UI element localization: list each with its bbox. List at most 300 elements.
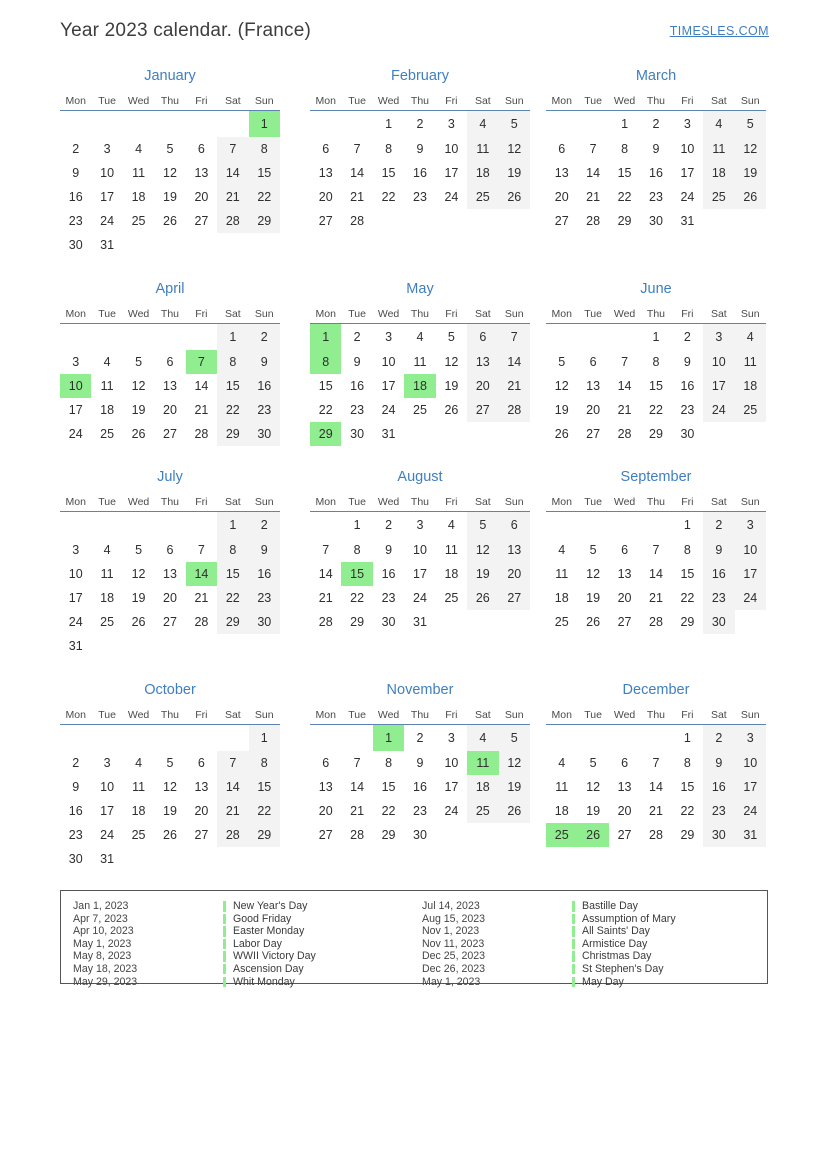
day-cell[interactable]: 4 xyxy=(135,142,143,156)
day-cell[interactable]: 3 xyxy=(735,512,766,539)
day-cell[interactable]: 9 xyxy=(703,538,734,562)
day-cell[interactable]: 8 xyxy=(385,756,393,770)
day-cell[interactable]: 1 xyxy=(217,324,248,351)
day-cell[interactable]: 14 xyxy=(350,166,365,180)
day-cell[interactable]: 17 xyxy=(381,379,396,393)
day-cell[interactable]: 3 xyxy=(703,324,734,351)
day-cell[interactable]: 30 xyxy=(249,422,280,446)
day-cell[interactable]: 4 xyxy=(558,543,566,557)
day-cell[interactable]: 19 xyxy=(735,161,766,185)
day-cell[interactable]: 20 xyxy=(194,804,209,818)
day-cell[interactable]: 22 xyxy=(381,190,396,204)
day-cell[interactable]: 11 xyxy=(132,780,146,794)
day-cell[interactable]: 22 xyxy=(217,398,248,422)
day-cell[interactable]: 11 xyxy=(413,355,427,369)
day-cell[interactable]: 25 xyxy=(100,615,115,629)
day-cell[interactable]: 5 xyxy=(499,725,530,752)
day-cell[interactable]: 17 xyxy=(413,567,427,581)
day-cell[interactable]: 4 xyxy=(103,355,111,369)
day-cell[interactable]: 13 xyxy=(554,166,569,180)
day-cell[interactable]: 28 xyxy=(350,828,365,842)
day-cell[interactable]: 19 xyxy=(444,379,459,393)
day-cell[interactable]: 5 xyxy=(735,111,766,138)
day-cell[interactable]: 30 xyxy=(68,238,83,252)
day-cell[interactable]: 7 xyxy=(217,751,248,775)
day-cell[interactable]: 29 xyxy=(249,209,280,233)
day-cell[interactable]: 29 xyxy=(649,427,663,441)
day-cell[interactable]: 7 xyxy=(652,543,660,557)
day-cell[interactable]: 2 xyxy=(683,330,691,344)
day-cell[interactable]: 15 xyxy=(249,161,280,185)
day-cell[interactable]: 1 xyxy=(652,330,660,344)
day-cell[interactable]: 25 xyxy=(467,185,498,209)
day-cell[interactable]: 9 xyxy=(416,756,424,770)
day-cell[interactable]: 13 xyxy=(586,379,601,393)
day-cell[interactable]: 22 xyxy=(350,591,365,605)
day-cell[interactable]: 16 xyxy=(249,374,280,398)
day-cell[interactable]: 18 xyxy=(100,403,115,417)
day-cell[interactable]: 22 xyxy=(381,804,396,818)
day-cell[interactable]: 13 xyxy=(499,538,530,562)
day-cell[interactable]: 5 xyxy=(589,756,597,770)
day-cell[interactable]: 21 xyxy=(350,190,365,204)
day-cell[interactable]: 9 xyxy=(385,543,393,557)
day-cell[interactable]: 6 xyxy=(621,543,629,557)
day-cell[interactable]: 10 xyxy=(68,567,83,581)
day-cell[interactable]: 26 xyxy=(131,427,146,441)
day-cell[interactable]: 30 xyxy=(68,852,83,866)
day-cell[interactable]: 11 xyxy=(100,567,114,581)
day-cell[interactable]: 6 xyxy=(197,756,205,770)
day-cell[interactable]: 20 xyxy=(318,804,333,818)
day-cell[interactable]: 3 xyxy=(103,756,111,770)
day-cell[interactable]: 12 xyxy=(735,137,766,161)
day-cell[interactable]: 23 xyxy=(249,398,280,422)
day-cell[interactable]: 18 xyxy=(554,804,569,818)
day-cell[interactable]: 25 xyxy=(444,591,459,605)
day-cell[interactable]: 29 xyxy=(350,615,365,629)
day-cell[interactable]: 21 xyxy=(586,190,601,204)
day-cell[interactable]: 17 xyxy=(444,780,459,794)
day-cell[interactable]: 21 xyxy=(217,185,248,209)
day-cell[interactable]: 6 xyxy=(621,756,629,770)
day-cell[interactable]: 20 xyxy=(318,190,333,204)
day-cell[interactable]: 14 xyxy=(217,775,248,799)
day-cell[interactable]: 17 xyxy=(100,190,115,204)
day-cell[interactable]: 27 xyxy=(586,427,601,441)
day-cell[interactable]: 17 xyxy=(735,562,766,586)
day-cell[interactable]: 9 xyxy=(416,142,424,156)
day-cell[interactable]: 11 xyxy=(100,379,114,393)
day-cell[interactable]: 15 xyxy=(649,379,663,393)
day-cell[interactable]: 18 xyxy=(444,567,459,581)
day-cell[interactable]: 15 xyxy=(381,166,396,180)
day-cell[interactable]: 17 xyxy=(703,374,734,398)
day-cell[interactable]: 23 xyxy=(703,586,734,610)
day-cell[interactable]: 14 xyxy=(217,161,248,185)
day-cell[interactable]: 1 xyxy=(621,117,629,131)
day-cell[interactable]: 16 xyxy=(680,379,695,393)
day-cell[interactable]: 20 xyxy=(617,804,632,818)
day-cell[interactable]: 4 xyxy=(558,756,566,770)
day-cell[interactable]: 8 xyxy=(353,543,361,557)
day-cell[interactable]: 14 xyxy=(649,567,663,581)
day-cell[interactable]: 29 xyxy=(680,615,695,629)
day-cell[interactable]: 26 xyxy=(163,828,177,842)
day-cell-holiday[interactable]: 10 xyxy=(60,374,91,398)
day-cell[interactable]: 18 xyxy=(735,374,766,398)
day-cell[interactable]: 8 xyxy=(652,355,660,369)
day-cell[interactable]: 28 xyxy=(617,427,632,441)
day-cell[interactable]: 28 xyxy=(350,214,365,228)
day-cell[interactable]: 16 xyxy=(413,780,427,794)
day-cell[interactable]: 12 xyxy=(163,166,177,180)
day-cell[interactable]: 24 xyxy=(413,591,427,605)
day-cell[interactable]: 26 xyxy=(131,615,146,629)
day-cell[interactable]: 18 xyxy=(467,161,498,185)
day-cell[interactable]: 14 xyxy=(318,567,333,581)
day-cell[interactable]: 31 xyxy=(680,214,695,228)
day-cell[interactable]: 7 xyxy=(499,324,530,351)
day-cell[interactable]: 29 xyxy=(381,828,396,842)
day-cell[interactable]: 25 xyxy=(735,398,766,422)
day-cell[interactable]: 10 xyxy=(444,756,459,770)
day-cell[interactable]: 28 xyxy=(217,209,248,233)
day-cell[interactable]: 12 xyxy=(554,379,569,393)
day-cell[interactable]: 2 xyxy=(703,725,734,752)
day-cell[interactable]: 5 xyxy=(135,543,143,557)
day-cell[interactable]: 11 xyxy=(703,137,734,161)
day-cell[interactable]: 19 xyxy=(163,804,177,818)
day-cell[interactable]: 29 xyxy=(680,828,695,842)
day-cell[interactable]: 25 xyxy=(554,615,569,629)
day-cell[interactable]: 4 xyxy=(703,111,734,138)
day-cell[interactable]: 6 xyxy=(322,756,330,770)
day-cell[interactable]: 28 xyxy=(318,615,333,629)
day-cell[interactable]: 30 xyxy=(703,610,734,634)
day-cell[interactable]: 3 xyxy=(735,725,766,752)
day-cell[interactable]: 18 xyxy=(467,775,498,799)
day-cell-holiday[interactable]: 14 xyxy=(186,562,217,586)
day-cell[interactable]: 9 xyxy=(72,166,80,180)
day-cell[interactable]: 29 xyxy=(617,214,632,228)
day-cell[interactable]: 27 xyxy=(467,398,498,422)
day-cell[interactable]: 14 xyxy=(499,350,530,374)
day-cell[interactable]: 5 xyxy=(166,756,174,770)
day-cell[interactable]: 25 xyxy=(467,799,498,823)
day-cell[interactable]: 19 xyxy=(554,403,569,417)
day-cell[interactable]: 27 xyxy=(554,214,569,228)
day-cell[interactable]: 14 xyxy=(350,780,365,794)
day-cell[interactable]: 21 xyxy=(318,591,333,605)
day-cell[interactable]: 29 xyxy=(217,422,248,446)
day-cell[interactable]: 16 xyxy=(68,190,83,204)
day-cell[interactable]: 3 xyxy=(385,330,393,344)
day-cell[interactable]: 7 xyxy=(621,355,629,369)
day-cell[interactable]: 12 xyxy=(444,355,459,369)
day-cell[interactable]: 16 xyxy=(381,567,396,581)
day-cell[interactable]: 17 xyxy=(100,804,115,818)
day-cell[interactable]: 4 xyxy=(735,324,766,351)
day-cell-holiday[interactable]: 1 xyxy=(249,111,280,138)
day-cell[interactable]: 13 xyxy=(617,567,632,581)
day-cell[interactable]: 21 xyxy=(194,591,209,605)
day-cell[interactable]: 10 xyxy=(444,142,459,156)
day-cell[interactable]: 30 xyxy=(413,828,427,842)
day-cell[interactable]: 7 xyxy=(353,142,361,156)
day-cell[interactable]: 31 xyxy=(100,238,115,252)
day-cell[interactable]: 1 xyxy=(683,518,691,532)
day-cell[interactable]: 19 xyxy=(467,562,498,586)
day-cell[interactable]: 17 xyxy=(680,166,695,180)
day-cell[interactable]: 2 xyxy=(72,142,80,156)
day-cell[interactable]: 23 xyxy=(649,190,663,204)
day-cell[interactable]: 23 xyxy=(381,591,396,605)
day-cell[interactable]: 28 xyxy=(649,615,663,629)
day-cell[interactable]: 26 xyxy=(735,185,766,209)
day-cell[interactable]: 8 xyxy=(217,350,248,374)
day-cell[interactable]: 15 xyxy=(217,374,248,398)
day-cell[interactable]: 16 xyxy=(703,562,734,586)
day-cell[interactable]: 2 xyxy=(249,324,280,351)
day-cell[interactable]: 10 xyxy=(680,142,695,156)
day-cell[interactable]: 28 xyxy=(499,398,530,422)
day-cell[interactable]: 25 xyxy=(413,403,427,417)
day-cell[interactable]: 26 xyxy=(554,427,569,441)
day-cell[interactable]: 13 xyxy=(318,780,333,794)
day-cell[interactable]: 28 xyxy=(194,427,209,441)
day-cell[interactable]: 1 xyxy=(683,731,691,745)
day-cell[interactable]: 9 xyxy=(353,355,361,369)
day-cell[interactable]: 9 xyxy=(249,538,280,562)
day-cell[interactable]: 21 xyxy=(649,591,663,605)
day-cell[interactable]: 7 xyxy=(589,142,597,156)
day-cell-holiday[interactable]: 29 xyxy=(310,422,341,446)
day-cell[interactable]: 3 xyxy=(447,117,455,131)
day-cell[interactable]: 20 xyxy=(586,403,601,417)
day-cell[interactable]: 31 xyxy=(381,427,396,441)
day-cell[interactable]: 5 xyxy=(499,111,530,138)
day-cell[interactable]: 19 xyxy=(586,804,601,818)
day-cell[interactable]: 28 xyxy=(194,615,209,629)
day-cell[interactable]: 12 xyxy=(163,780,177,794)
day-cell-holiday[interactable]: 1 xyxy=(310,324,341,351)
day-cell[interactable]: 30 xyxy=(249,610,280,634)
day-cell[interactable]: 22 xyxy=(249,799,280,823)
day-cell[interactable]: 11 xyxy=(735,350,766,374)
day-cell-holiday[interactable]: 15 xyxy=(341,562,372,586)
day-cell[interactable]: 3 xyxy=(416,518,424,532)
day-cell[interactable]: 23 xyxy=(249,586,280,610)
day-cell[interactable]: 24 xyxy=(735,586,766,610)
brand-link[interactable]: TIMESLES.COM xyxy=(669,24,769,38)
day-cell[interactable]: 24 xyxy=(735,799,766,823)
day-cell-holiday[interactable]: 11 xyxy=(467,751,498,775)
day-cell[interactable]: 2 xyxy=(72,756,80,770)
day-cell[interactable]: 8 xyxy=(683,543,691,557)
day-cell[interactable]: 3 xyxy=(72,355,80,369)
day-cell[interactable]: 6 xyxy=(322,142,330,156)
day-cell[interactable]: 23 xyxy=(68,828,83,842)
day-cell-holiday[interactable]: 18 xyxy=(404,374,435,398)
day-cell-holiday[interactable]: 25 xyxy=(546,823,577,847)
day-cell[interactable]: 22 xyxy=(318,403,333,417)
day-cell[interactable]: 3 xyxy=(72,543,80,557)
day-cell[interactable]: 15 xyxy=(381,780,396,794)
day-cell[interactable]: 17 xyxy=(444,166,459,180)
day-cell[interactable]: 7 xyxy=(322,543,330,557)
day-cell[interactable]: 21 xyxy=(350,804,365,818)
day-cell-holiday[interactable]: 1 xyxy=(373,725,404,752)
day-cell[interactable]: 10 xyxy=(735,538,766,562)
day-cell[interactable]: 23 xyxy=(703,799,734,823)
day-cell[interactable]: 1 xyxy=(249,725,280,752)
day-cell[interactable]: 19 xyxy=(499,161,530,185)
day-cell-holiday[interactable]: 7 xyxy=(186,350,217,374)
day-cell[interactable]: 31 xyxy=(68,639,83,653)
day-cell[interactable]: 28 xyxy=(217,823,248,847)
day-cell[interactable]: 18 xyxy=(100,591,115,605)
day-cell[interactable]: 10 xyxy=(413,543,427,557)
day-cell[interactable]: 19 xyxy=(163,190,177,204)
day-cell[interactable]: 11 xyxy=(444,543,458,557)
day-cell[interactable]: 19 xyxy=(131,591,146,605)
day-cell[interactable]: 6 xyxy=(166,355,174,369)
day-cell[interactable]: 12 xyxy=(131,567,146,581)
day-cell[interactable]: 26 xyxy=(467,586,498,610)
day-cell[interactable]: 10 xyxy=(703,350,734,374)
day-cell[interactable]: 5 xyxy=(135,355,143,369)
day-cell[interactable]: 24 xyxy=(680,190,695,204)
day-cell[interactable]: 4 xyxy=(135,756,143,770)
day-cell[interactable]: 9 xyxy=(72,780,80,794)
day-cell[interactable]: 22 xyxy=(617,190,632,204)
day-cell[interactable]: 26 xyxy=(163,214,177,228)
day-cell[interactable]: 15 xyxy=(318,379,333,393)
day-cell[interactable]: 16 xyxy=(68,804,83,818)
day-cell[interactable]: 13 xyxy=(617,780,632,794)
day-cell[interactable]: 12 xyxy=(499,137,530,161)
day-cell[interactable]: 9 xyxy=(703,751,734,775)
day-cell[interactable]: 14 xyxy=(649,780,663,794)
day-cell[interactable]: 24 xyxy=(100,828,115,842)
day-cell[interactable]: 13 xyxy=(194,780,209,794)
day-cell[interactable]: 19 xyxy=(131,403,146,417)
day-cell[interactable]: 31 xyxy=(735,823,766,847)
day-cell[interactable]: 28 xyxy=(649,828,663,842)
day-cell[interactable]: 7 xyxy=(652,756,660,770)
day-cell[interactable]: 9 xyxy=(249,350,280,374)
day-cell[interactable]: 27 xyxy=(617,828,632,842)
day-cell[interactable]: 30 xyxy=(703,823,734,847)
day-cell[interactable]: 9 xyxy=(652,142,660,156)
day-cell[interactable]: 24 xyxy=(444,804,459,818)
day-cell[interactable]: 26 xyxy=(499,799,530,823)
day-cell[interactable]: 4 xyxy=(447,518,455,532)
day-cell[interactable]: 20 xyxy=(163,403,177,417)
day-cell[interactable]: 7 xyxy=(217,137,248,161)
day-cell[interactable]: 10 xyxy=(735,751,766,775)
day-cell[interactable]: 6 xyxy=(467,324,498,351)
day-cell[interactable]: 5 xyxy=(558,355,566,369)
day-cell[interactable]: 14 xyxy=(194,379,209,393)
day-cell[interactable]: 13 xyxy=(194,166,209,180)
day-cell[interactable]: 30 xyxy=(680,427,695,441)
day-cell[interactable]: 16 xyxy=(703,775,734,799)
day-cell[interactable]: 12 xyxy=(586,780,601,794)
day-cell[interactable]: 8 xyxy=(385,142,393,156)
day-cell[interactable]: 5 xyxy=(447,330,455,344)
day-cell[interactable]: 29 xyxy=(249,823,280,847)
day-cell[interactable]: 26 xyxy=(586,615,601,629)
day-cell[interactable]: 9 xyxy=(683,355,691,369)
day-cell[interactable]: 4 xyxy=(416,330,424,344)
day-cell[interactable]: 31 xyxy=(413,615,427,629)
day-cell[interactable]: 29 xyxy=(217,610,248,634)
day-cell[interactable]: 23 xyxy=(413,190,427,204)
day-cell[interactable]: 20 xyxy=(617,591,632,605)
day-cell[interactable]: 2 xyxy=(416,731,424,745)
day-cell[interactable]: 27 xyxy=(499,586,530,610)
day-cell[interactable]: 8 xyxy=(249,137,280,161)
day-cell[interactable]: 25 xyxy=(131,214,146,228)
day-cell[interactable]: 17 xyxy=(68,591,83,605)
day-cell[interactable]: 19 xyxy=(586,591,601,605)
day-cell[interactable]: 23 xyxy=(680,403,695,417)
day-cell[interactable]: 18 xyxy=(131,804,146,818)
day-cell[interactable]: 14 xyxy=(586,166,601,180)
day-cell[interactable]: 20 xyxy=(163,591,177,605)
day-cell[interactable]: 15 xyxy=(680,567,695,581)
day-cell[interactable]: 16 xyxy=(249,562,280,586)
day-cell[interactable]: 24 xyxy=(68,427,83,441)
day-cell[interactable]: 21 xyxy=(617,403,632,417)
day-cell-holiday[interactable]: 8 xyxy=(310,350,341,374)
day-cell[interactable]: 20 xyxy=(467,374,498,398)
day-cell[interactable]: 11 xyxy=(467,137,498,161)
day-cell[interactable]: 17 xyxy=(735,775,766,799)
day-cell[interactable]: 30 xyxy=(649,214,663,228)
day-cell[interactable]: 6 xyxy=(166,543,174,557)
day-cell[interactable]: 24 xyxy=(444,190,459,204)
day-cell[interactable]: 10 xyxy=(100,166,115,180)
day-cell[interactable]: 12 xyxy=(586,567,601,581)
day-cell[interactable]: 15 xyxy=(680,780,695,794)
day-cell[interactable]: 30 xyxy=(381,615,396,629)
day-cell[interactable]: 25 xyxy=(131,828,146,842)
day-cell[interactable]: 24 xyxy=(381,403,396,417)
day-cell[interactable]: 18 xyxy=(703,161,734,185)
day-cell[interactable]: 20 xyxy=(499,562,530,586)
day-cell[interactable]: 27 xyxy=(194,828,209,842)
day-cell[interactable]: 13 xyxy=(467,350,498,374)
day-cell[interactable]: 7 xyxy=(353,756,361,770)
day-cell[interactable]: 22 xyxy=(680,591,695,605)
day-cell[interactable]: 2 xyxy=(385,518,393,532)
day-cell[interactable]: 6 xyxy=(197,142,205,156)
day-cell[interactable]: 5 xyxy=(467,512,498,539)
day-cell[interactable]: 2 xyxy=(353,330,361,344)
day-cell[interactable]: 22 xyxy=(217,586,248,610)
day-cell[interactable]: 24 xyxy=(703,398,734,422)
day-cell[interactable]: 19 xyxy=(499,775,530,799)
day-cell[interactable]: 24 xyxy=(100,214,115,228)
day-cell[interactable]: 1 xyxy=(353,518,361,532)
day-cell[interactable]: 5 xyxy=(589,543,597,557)
day-cell[interactable]: 30 xyxy=(350,427,365,441)
day-cell[interactable]: 21 xyxy=(499,374,530,398)
day-cell[interactable]: 6 xyxy=(589,355,597,369)
